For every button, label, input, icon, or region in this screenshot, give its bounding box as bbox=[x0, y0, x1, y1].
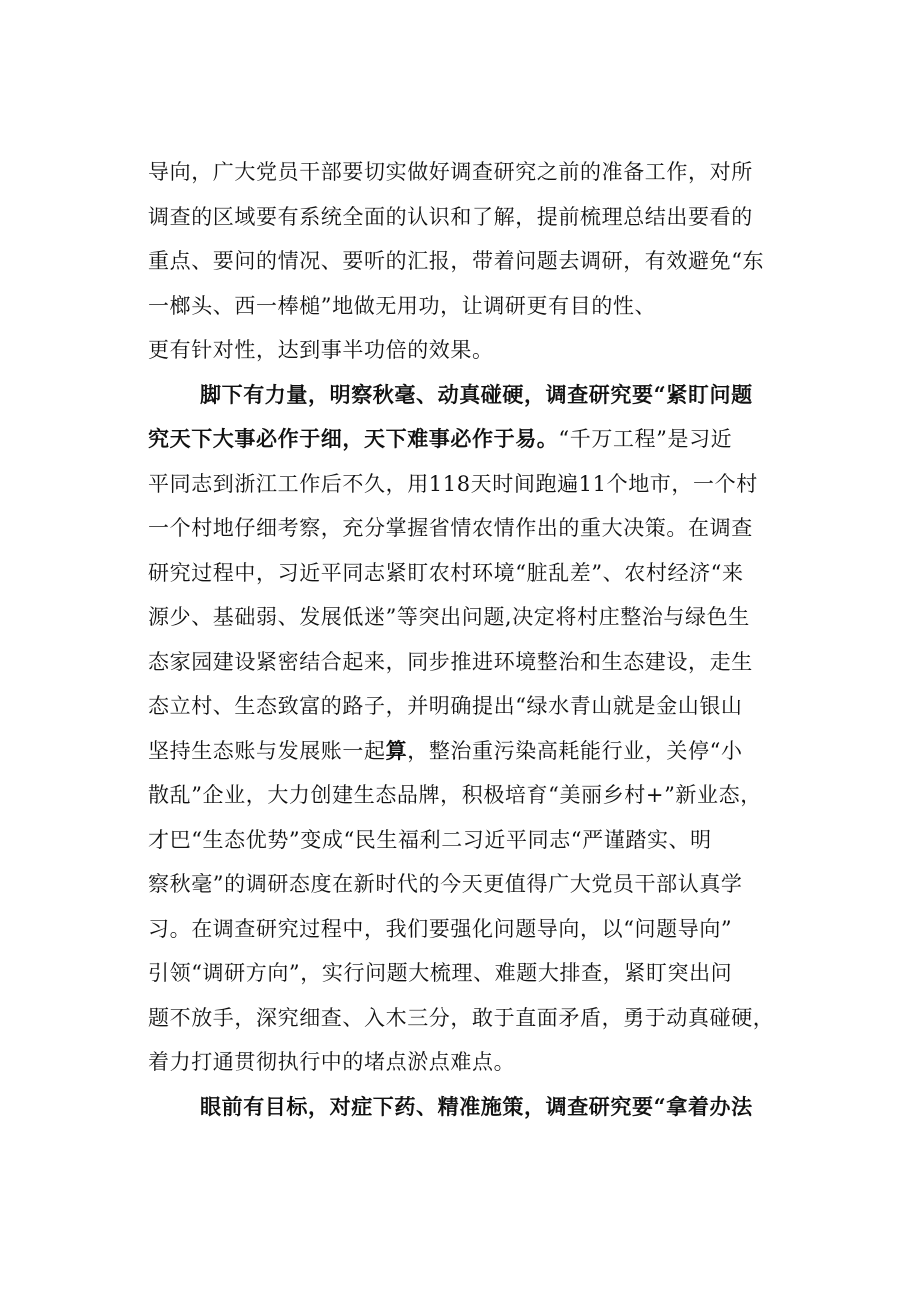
text-line: 题不放手，深究细查、入木三分，敢于直面矛盾，勇于动真碰硬， bbox=[148, 1005, 775, 1030]
text-line: 重点、要问的情况、要听的汇报，带着问题去调研，有效避免“东 bbox=[148, 249, 765, 273]
text-line-mixed bbox=[148, 417, 808, 462]
text-line: 调查的区域要有系统全面的认识和了解，提前梳理总结出要看的 bbox=[148, 204, 753, 229]
text-line: 平同志到浙江工作后不久，用118天时间跑遍11个地市，一个村 bbox=[148, 471, 758, 496]
normal-phrase: 坚持生态账与发展账一起 bbox=[148, 738, 386, 763]
bold-phrase: 究天下大事必作于细，天下难事必作于易。 bbox=[148, 426, 559, 451]
text-line: 才巴“生态优势”变成“民生福利二习近平同志“严谨踏实、明 bbox=[148, 827, 712, 852]
text-line: 察秋毫”的调研态度在新时代的今天更值得广大党员干部认真学 bbox=[148, 872, 743, 896]
normal-phrase: ，整治重污染高耗能行业，关停“小 bbox=[407, 738, 743, 763]
document-body bbox=[148, 150, 808, 1129]
text-line: 导向，广大党员干部要切实做好调查研究之前的准备工作，对所 bbox=[148, 160, 753, 184]
section-heading-line: 眼前有目标，对症下药、精准施策，调查研究要“拿着办法 bbox=[200, 1093, 753, 1119]
text-line: 一榔头、西一棒槌”地做无用功，让调研更有目的性、 bbox=[148, 293, 657, 318]
text-line: 一个村地仔细考察，充分掌握省情农情作出的重大决策。在调查 bbox=[148, 516, 753, 540]
bold-phrase: 算 bbox=[385, 737, 408, 763]
text-line: 更有针对性，达到事半功倍的效果。 bbox=[148, 338, 494, 362]
text-line: 着力打通贯彻执行中的堵点淤点难点。 bbox=[148, 1050, 516, 1074]
text-line: 源少、基础弱、发展低迷”等突出问题,决定将村庄整治与绿色生 bbox=[148, 605, 750, 629]
text-line: 态立村、生态致富的路子，并明确提出“绿水青山就是金山银山 bbox=[148, 694, 743, 718]
normal-phrase: “千万工程”是习近 bbox=[558, 427, 733, 451]
text-line: 散乱”企业，大力创建生态品牌，积极培育“美丽乡村+”新业态， bbox=[148, 783, 762, 807]
text-line: 习。在调查研究过程中，我们要强化问题导向，以“问题导向” bbox=[148, 916, 733, 941]
text-line: 引领“调研方向”，实行问题大梳理、难题大排查，紧盯突出问 bbox=[148, 961, 733, 985]
text-line: 研究过程中，习近平同志紧盯农村环境“脏乱差”、农村经济“来 bbox=[148, 560, 744, 585]
section-heading-line: 脚下有力量，明察秋毫、动真碰硬，调查研究要“紧盯问题 bbox=[200, 381, 753, 407]
text-line-mixed bbox=[148, 729, 808, 774]
text-line: 态家园建设紧密结合起来，同步推进环境整治和生态建设，走生 bbox=[148, 649, 753, 674]
